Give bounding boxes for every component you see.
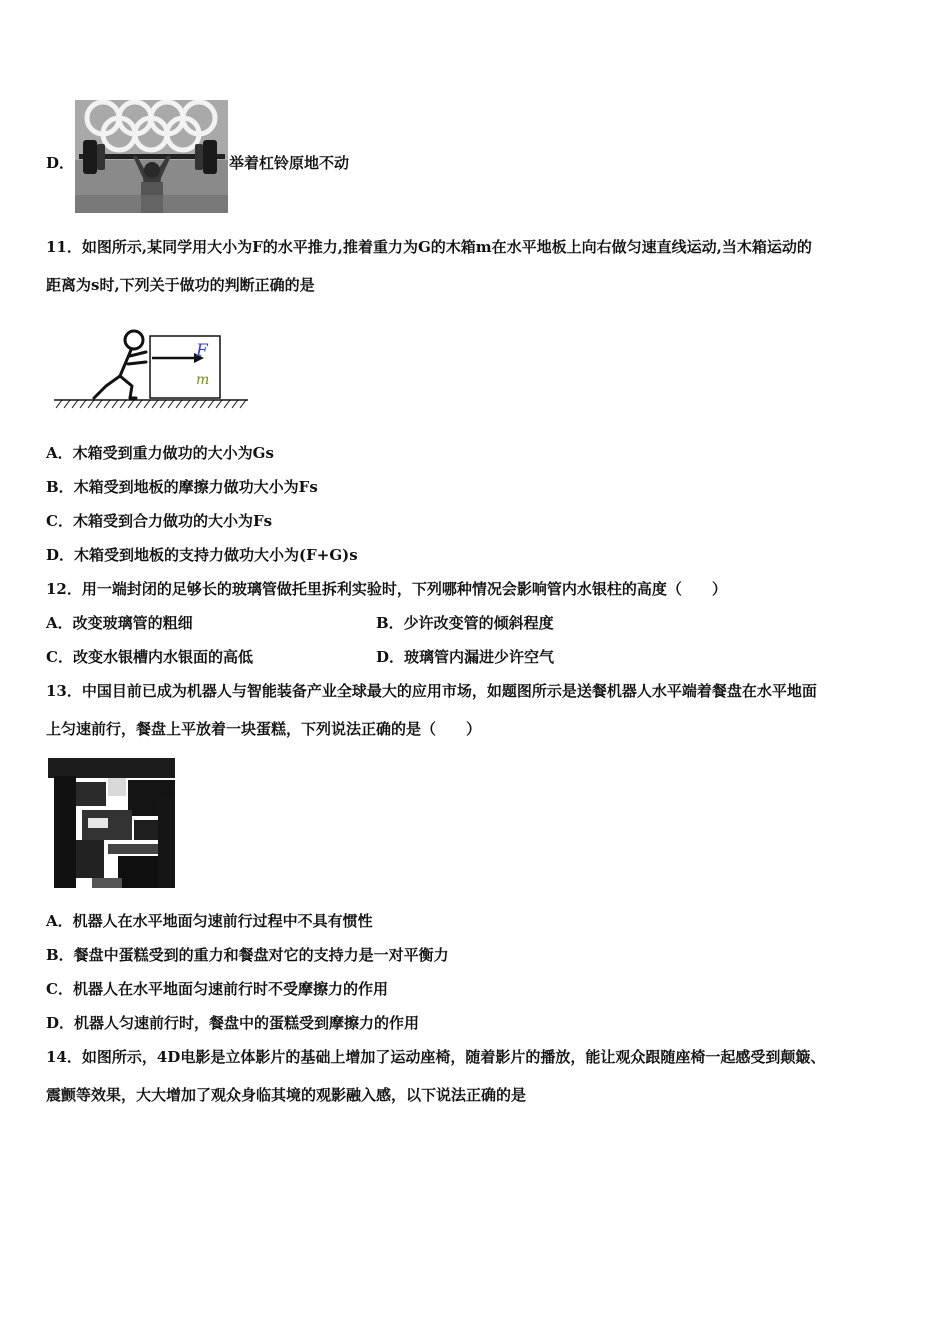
q12-stem: 12．用一端封闭的足够长的玻璃管做托里拆利实验时，下列哪种情况会影响管内水银柱的高度（ ） xyxy=(46,580,727,598)
q12-option-a: A．改变玻璃管的粗细 xyxy=(46,614,193,632)
q12-option-c: C．改变水银槽内水银面的高低 xyxy=(46,648,253,666)
push-box-figure xyxy=(54,328,248,412)
wooden-box xyxy=(150,336,220,398)
q10-option-d-text: 举着杠铃原地不动 xyxy=(229,154,350,172)
q11-option-b: B．木箱受到地板的摩擦力做功大小为Fs xyxy=(46,478,318,496)
mass-label: m xyxy=(196,372,210,388)
weightlifter-photo xyxy=(75,100,228,213)
q13-option-d: D．机器人匀速前行时，餐盘中的蛋糕受到摩擦力的作用 xyxy=(46,1014,420,1032)
q13-option-b: B．餐盘中蛋糕受到的重力和餐盘对它的支持力是一对平衡力 xyxy=(46,946,449,964)
q11-stem-line1: 11．如图所示,某同学用大小为F的水平推力,推着重力为G的木箱m在水平地板上向右做匀速直线运动,当木箱运动的 xyxy=(46,238,812,256)
q11-option-d: D．木箱受到地板的支持力做功大小为(F+G)s xyxy=(46,546,358,564)
q13-option-a: A．机器人在水平地面匀速前行过程中不具有惯性 xyxy=(46,912,373,930)
q14-stem-line1: 14．如图所示，4D电影是立体影片的基础上增加了运动座椅，随着影片的播放，能让观众跟随座椅一起感受到颠簸、 xyxy=(46,1048,826,1066)
q11-option-a: A．木箱受到重力做功的大小为Gs xyxy=(46,444,274,462)
q11-stem-line2: 距离为s时,下列关于做功的判断正确的是 xyxy=(46,276,315,294)
q12-option-b: B．少许改变管的倾斜程度 xyxy=(376,614,554,632)
q13-stem-line2: 上匀速前行，餐盘上平放着一块蛋糕，下列说法正确的是（ ） xyxy=(46,720,482,738)
q10-option-d-label: D． xyxy=(46,154,75,172)
q14-stem-line2: 震颤等效果，大大增加了观众身临其境的观影融入感，以下说法正确的是 xyxy=(46,1086,527,1104)
q12-option-d: D．玻璃管内漏进少许空气 xyxy=(376,648,555,666)
delivery-robot-photo xyxy=(48,758,175,888)
q13-stem-line1: 13．中国目前已成为机器人与智能装备产业全球最大的应用市场，如题图所示是送餐机器人水平端着餐盘在水平地面 xyxy=(46,682,817,700)
q13-option-c: C．机器人在水平地面匀速前行时不受摩擦力的作用 xyxy=(46,980,388,998)
person-pushing-icon xyxy=(94,331,146,398)
q11-option-c: C．木箱受到合力做功的大小为Fs xyxy=(46,512,273,530)
force-label: F xyxy=(196,341,208,361)
